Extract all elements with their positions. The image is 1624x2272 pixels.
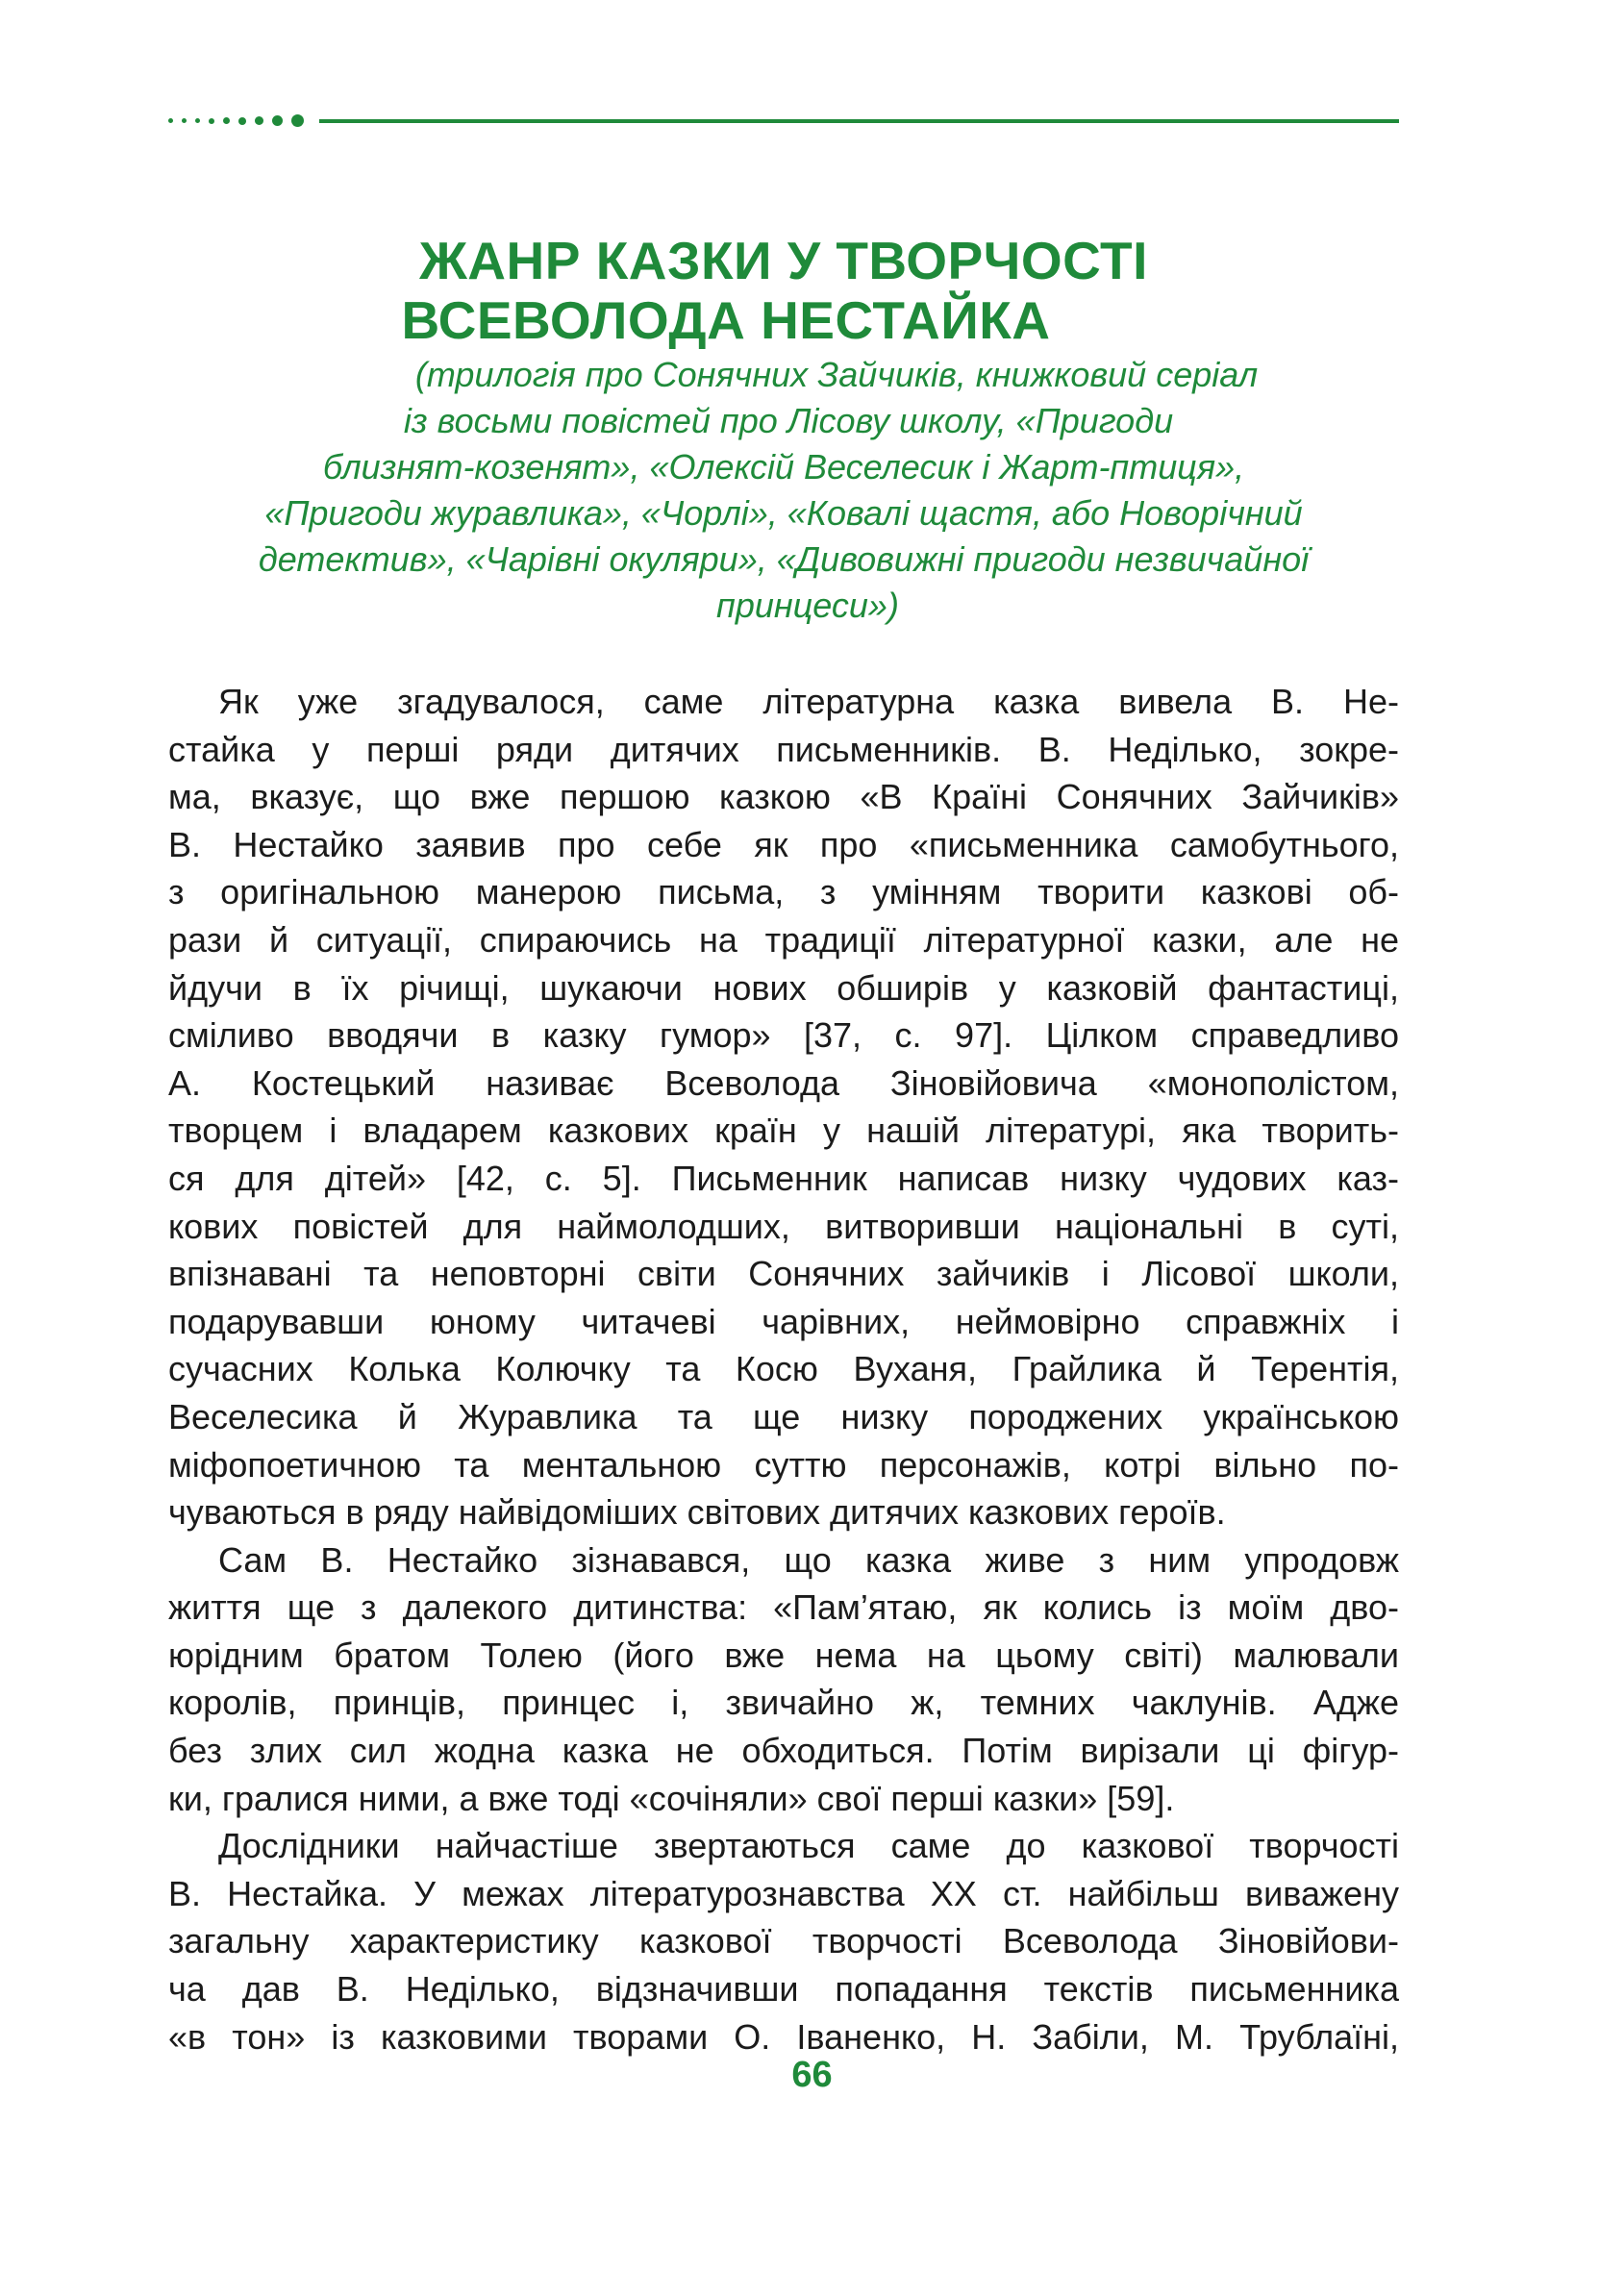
chapter-title-line-1: ЖАНР КАЗКИ У ТВОРЧОСТІ	[419, 231, 1148, 290]
body-text	[168, 678, 1399, 2060]
subtitle-line: «Пригоди журавлика», «Чорлі», «Ковалі щастя, або Новорічний	[264, 493, 1303, 533]
text-line: рази й ситуації, спираючись на традиції літературної казки, але не	[168, 919, 1399, 960]
text-line: впізнавані та неповторні світи Сонячних зайчиків і Лісової школи,	[168, 1254, 1399, 1294]
chapter-title-line-2: ВСЕВОЛОДА НЕСТАЙКА	[401, 290, 1051, 350]
text-line: кових повістей для наймолодших, витворивши національні в суті,	[168, 1206, 1399, 1246]
text-line: королів, принців, принцес і, звичайно ж, темних чаклунів. Адже	[168, 1683, 1399, 1723]
subtitle-line: (трилогія про Сонячних Зайчиків, книжковий серіал	[414, 355, 1259, 394]
text-line: ся для дітей» [42, с. 5]. Письменник написав низку чудових каз-	[168, 1158, 1399, 1198]
subtitle-line: принцеси»)	[716, 586, 899, 625]
text-line: сміливо вводячи в казку гумор» [37, с. 97]. Цілком справедливо	[168, 1015, 1399, 1056]
decorative-dot	[238, 117, 246, 125]
text-line: творцем і владарем казкових країн у нашій літературі, яка творить-	[168, 1111, 1399, 1151]
text-line: Сам В. Нестайко зізнавався, що казка живе з ним упродовж	[218, 1539, 1399, 1580]
text-line: чуваються в ряду найвідоміших світових дитячих казкових героїв.	[168, 1492, 1226, 1533]
text-line: стайка у перші ряди дитячих письменників. В. Неділько, зокре-	[168, 729, 1399, 769]
text-line: подарувавши юному читачеві чарівних, неймовірно справжніх і	[168, 1301, 1399, 1341]
decorative-dot	[168, 118, 173, 123]
text-line: Дослідники найчастіше звертаються саме до казкової творчості	[218, 1826, 1399, 1866]
text-line: В. Нестайко заявив про себе як про «письменника самобутнього,	[168, 824, 1399, 864]
text-line: Веселесика й Журавлика та ще низку породжених українською	[168, 1396, 1399, 1436]
decorative-dot	[255, 116, 263, 125]
chapter-heading	[168, 231, 1399, 629]
text-line: А. Костецький називає Всеволода Зіновійовича «монополістом,	[168, 1062, 1399, 1103]
text-line: «в тон» із казковими творами О. Іваненко, Н. Забіли, М. Трублаїні,	[168, 2016, 1399, 2057]
text-line: міфопоетичною та ментальною суттю персонажів, котрі вільно по-	[168, 1444, 1399, 1485]
text-line: юрідним братом Толею (його вже нема на цьому світі) малювали	[168, 1635, 1399, 1675]
decorative-dot	[291, 114, 304, 127]
subtitle-line: із восьми повістей про Лісову школу, «Пригоди	[403, 401, 1174, 440]
text-line: Як уже згадувалося, саме літературна казка вивела В. Не-	[218, 682, 1399, 721]
text-line: з оригінальною манерою письма, з умінням творити казкові об-	[168, 872, 1399, 912]
text-line: без злих сил жодна казка не обходиться. Потім вирізали ці фігур-	[168, 1731, 1399, 1771]
text-line: ки, гралися ними, а вже тоді «сочіняли» свої перші казки» [59].	[168, 1778, 1175, 1818]
decorative-dot	[272, 115, 283, 126]
subtitle-line: детектив», «Чарівні окуляри», «Дивовижні пригоди незвичайної	[258, 539, 1310, 579]
text-line: йдучи в їх річищі, шукаючи нових обширів у казковій фантастиці,	[168, 967, 1399, 1008]
text-line: загальну характеристику казкової творчості Всеволода Зіновійови-	[168, 1921, 1399, 1961]
chapter-subtitle	[168, 352, 1399, 629]
text-line: В. Нестайка. У межах літературознавства XX ст. найбільш виважену	[168, 1873, 1399, 1913]
horizontal-rule	[319, 119, 1399, 123]
text-line: ма, вказує, що вже першою казкою «В Країні Сонячних Зайчиків»	[168, 777, 1399, 817]
decorative-dot	[195, 118, 200, 123]
decorative-dot	[209, 118, 214, 124]
top-decorative-rule	[168, 113, 1399, 129]
text-line: сучасних Колька Колючку та Косю Вуханя, Грайлика й Терентія,	[168, 1349, 1399, 1389]
page-number: 66	[791, 2055, 833, 2095]
text-line: ча дав В. Неділько, відзначивши попадання текстів письменника	[168, 1969, 1399, 2010]
text-line: життя ще з далекого дитинства: «Пам’ятаю, як колись із моїм дво-	[168, 1587, 1399, 1628]
decorative-dot	[223, 117, 230, 124]
decorative-dot	[182, 118, 187, 123]
subtitle-line: близнят-козенят», «Олексій Веселесик і Жарт-птиця»,	[322, 447, 1245, 487]
